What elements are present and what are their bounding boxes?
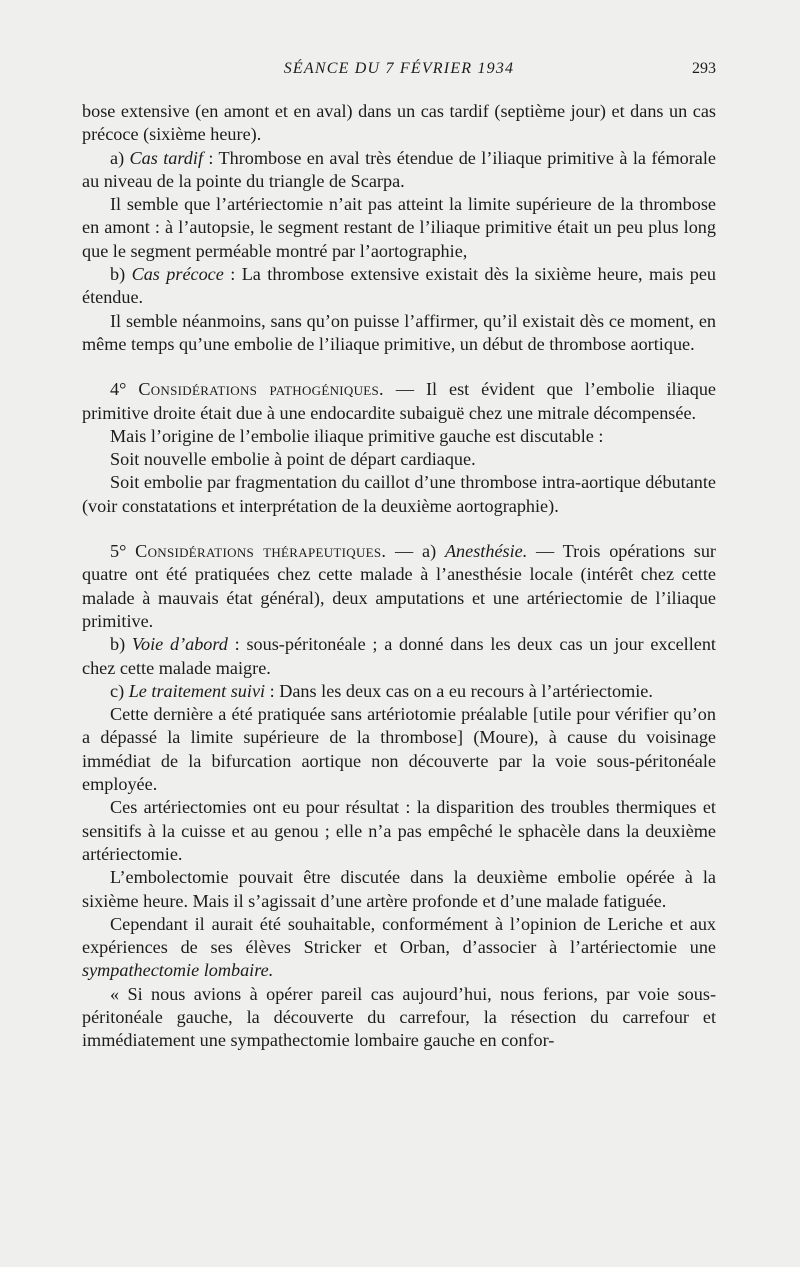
section-number-5: 5° xyxy=(110,541,136,562)
paragraph-6 xyxy=(82,378,716,425)
emphasis-sympathectomie: sympathectomie lombaire. xyxy=(82,960,274,981)
paragraph-10 xyxy=(82,540,716,633)
paragraph-17: « Si nous avions à opérer pareil cas aujourd’hui, nous ferions, par voie sous-péritonéale gauche, la découverte du carrefour, la résection du carrefour et immédiatement une sympathectomie lombaire gauche en confor- xyxy=(82,983,716,1051)
section-heading-therapeutiques: Considérations thérapeutiques. xyxy=(135,541,387,562)
running-title: SÉANCE DU 7 FÉVRIER 1934 xyxy=(283,60,515,77)
paragraph-11 xyxy=(82,633,716,680)
paragraph-10-marker: — a) xyxy=(386,541,445,562)
item-marker-c: c) xyxy=(110,680,129,701)
section-number-4: 4° xyxy=(110,379,139,400)
subheading-anesthesie: Anesthésie. xyxy=(444,541,528,562)
paragraph-14: Ces artériectomies ont eu pour résultat : la disparition des troubles thermiques et sensitifs à la cuisse et au genou ; elle n’a pas empêché le sphacèle dans la deuxième artériectomie. xyxy=(82,797,716,864)
paragraph-8: Soit nouvelle embolie à point de départ cardiaque. xyxy=(110,449,476,470)
paragraph-4-text: : La thrombose extensive existait dès la sixième heure, mais peu étendue. xyxy=(82,264,716,308)
paragraph-10-text: — Trois opérations sur quatre ont été pratiquées chez cette malade à l’anesthésie locale (intérêt chez cette malade à mauvais état général), deux amputations et une artériectomie de l’iliaque primitive. xyxy=(82,541,716,631)
subheading-voie-abord: Voie d’abord xyxy=(131,634,228,655)
paragraph-12 xyxy=(82,680,716,703)
paragraph-15: L’embolectomie pouvait être discutée dans la deuxième embolie opérée à la sixième heure. Mais il s’agissait d’une artère profonde et d’une malade fatiguée. xyxy=(82,867,716,911)
item-marker-b2: b) xyxy=(110,634,132,655)
paragraph-2-text: : Thrombose en aval très étendue de l’iliaque primitive à la fémorale au niveau de la pointe du triangle de Scarpa. xyxy=(82,147,716,191)
subheading-cas-precoce: Cas précoce xyxy=(131,264,224,285)
paragraph-9: Soit embolie par fragmentation du caillot d’une thrombose intra-aortique débutante (voir constatations et interprétation de la deuxième aortographie). xyxy=(82,472,716,516)
section-heading-pathogeniques: Considérations pathogéniques. xyxy=(138,379,384,400)
page-number: 293 xyxy=(692,60,716,77)
paragraph-2 xyxy=(82,147,716,194)
subheading-traitement-suivi: Le traitement suivi xyxy=(128,680,266,701)
paragraph-11-text: : sous-péritonéale ; a donné dans les deux cas un jour excellent chez cette malade maigre. xyxy=(82,634,716,678)
paragraph-3: Il semble que l’artériectomie n’ait pas atteint la limite supérieure de la thrombose en amont : à l’autopsie, le segment restant de l’iliaque primitive était un peu plus long que le segment perméable montré par l’aortographie, xyxy=(82,194,716,261)
item-marker-b: b) xyxy=(110,264,132,285)
running-head xyxy=(82,58,716,82)
paragraph-5: Il semble néanmoins, sans qu’on puisse l’affirmer, qu’il existait dès ce moment, en même temps qu’une embolie de l’iliaque primitive, un début de thrombose aortique. xyxy=(82,310,716,354)
paragraph-6-text: — Il est évident que l’embolie iliaque primitive droite était due à une endocardite subaiguë chez une mitrale décompensée. xyxy=(82,379,716,423)
subheading-cas-tardif: Cas tardif xyxy=(129,147,204,168)
paragraph-4 xyxy=(82,263,716,310)
paragraph-16 xyxy=(82,913,716,983)
paragraph-7: Mais l’origine de l’embolie iliaque primitive gauche est discutable : xyxy=(110,425,604,446)
body-text xyxy=(82,100,716,1053)
paragraph-1: bose extensive (en amont et en aval) dans un cas tardif (septième jour) et dans un cas précoce (sixième heure). xyxy=(82,101,716,145)
item-marker-a: a) xyxy=(110,147,130,168)
paragraph-16-text: Cependant il aurait été souhaitable, conformément à l’opinion de Leriche et aux expériences de ses élèves Stricker et Orban, d’associer à l’artériectomie une xyxy=(82,913,716,958)
paragraph-13: Cette dernière a été pratiquée sans artériotomie préalable [utile pour vérifier qu’on a dépassé la limite supérieure de la thrombose] (Moure), à cause du voisinage immédiat de la bifurcation aortique non découverte par la voie sous-péritonéale employée. xyxy=(82,704,716,795)
paragraph-12-text: : Dans les deux cas on a eu recours à l’artériectomie. xyxy=(265,680,653,701)
